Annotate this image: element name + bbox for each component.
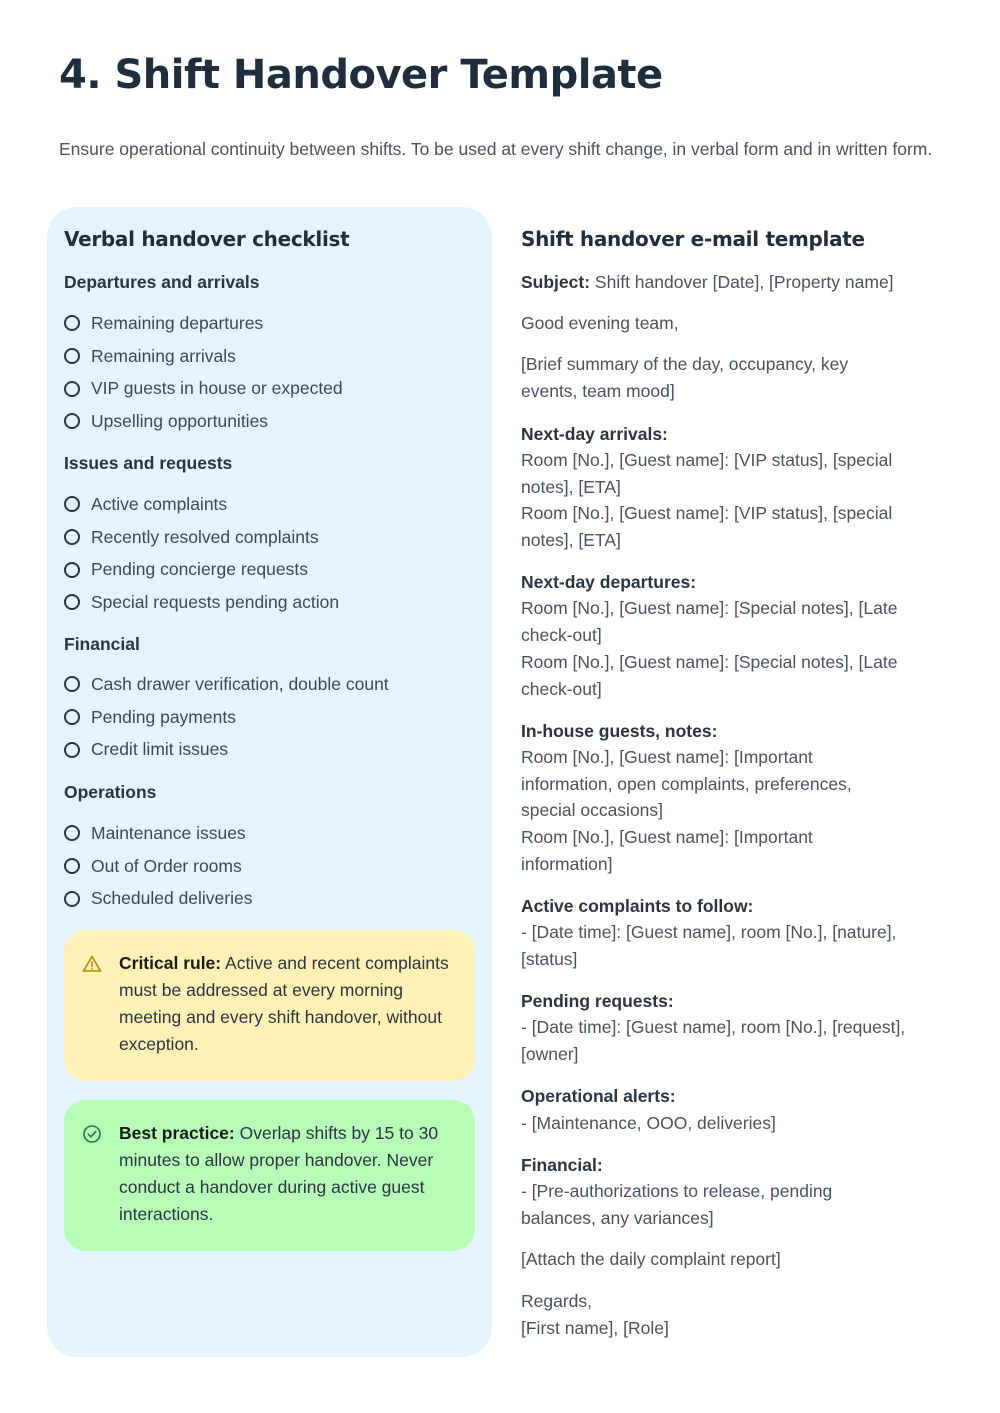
warning-icon xyxy=(82,954,102,974)
email-complaints-1: - [Date time]: [Guest name], room [No.], [nature], [status] xyxy=(521,922,897,969)
list-item[interactable]: Pending concierge requests xyxy=(64,553,339,586)
email-summary: [Brief summary of the day, occupancy, key events, team mood] xyxy=(521,354,849,401)
checkbox-circle-icon[interactable] xyxy=(64,315,80,331)
email-requests-1: - [Date time]: [Guest name], room [No.], [request], [owner] xyxy=(521,1017,906,1064)
email-inhouse-2: Room [No.], [Guest name]: [Important information] xyxy=(521,827,813,874)
checklist-title: Verbal handover checklist xyxy=(64,227,350,251)
checklist-issues-requests xyxy=(64,488,339,619)
best-practice-label: Best practice: xyxy=(119,1123,235,1143)
email-complaints-label: Active complaints to follow: xyxy=(521,896,754,916)
checkbox-circle-icon[interactable] xyxy=(64,529,80,545)
list-item[interactable]: Pending payments xyxy=(64,701,389,734)
checkbox-circle-icon[interactable] xyxy=(64,825,80,841)
checkbox-circle-icon[interactable] xyxy=(64,562,80,578)
email-departures-label: Next-day departures: xyxy=(521,572,697,592)
list-item[interactable]: Active complaints xyxy=(64,488,339,521)
email-departures-2: Room [No.], [Guest name]: [Special notes], [Late check-out] xyxy=(521,652,898,699)
checkbox-circle-icon[interactable] xyxy=(64,709,80,725)
list-item[interactable]: Scheduled deliveries xyxy=(64,882,253,915)
email-greeting: Good evening team, xyxy=(521,313,679,333)
email-inhouse-label: In-house guests, notes: xyxy=(521,721,718,741)
email-arrivals-1: Room [No.], [Guest name]: [VIP status], [special notes], [ETA] xyxy=(521,450,893,497)
checkbox-circle-icon[interactable] xyxy=(64,348,80,364)
checkbox-circle-icon[interactable] xyxy=(64,742,80,758)
best-practice-callout xyxy=(64,1100,475,1251)
checkbox-circle-icon[interactable] xyxy=(64,858,80,874)
section-heading-issues-requests: Issues and requests xyxy=(64,453,233,473)
list-item[interactable]: Remaining arrivals xyxy=(64,340,343,373)
list-item[interactable]: VIP guests in house or expected xyxy=(64,372,343,405)
list-item[interactable]: Out of Order rooms xyxy=(64,850,253,883)
email-arrivals-2: Room [No.], [Guest name]: [VIP status], [special notes], [ETA] xyxy=(521,503,893,550)
list-item[interactable]: Cash drawer verification, double count xyxy=(64,668,389,701)
email-inhouse-1: Room [No.], [Guest name]: [Important information, open complaints, preferences, special occasions] xyxy=(521,747,852,821)
email-signature: [First name], [Role] xyxy=(521,1318,669,1338)
intro-text: Ensure operational continuity between shifts. To be used at every shift change, in verbal form and in written form. xyxy=(59,139,933,159)
section-heading-departures-arrivals: Departures and arrivals xyxy=(64,272,260,292)
email-alerts-label: Operational alerts: xyxy=(521,1086,676,1106)
check-circle-icon xyxy=(82,1124,102,1144)
email-subject: Subject: Shift handover [Date], [Property name] xyxy=(521,272,894,292)
list-item[interactable]: Upselling opportunities xyxy=(64,405,343,438)
checklist-departures-arrivals xyxy=(64,307,343,438)
checkbox-circle-icon[interactable] xyxy=(64,381,80,397)
email-arrivals-label: Next-day arrivals: xyxy=(521,424,668,444)
list-item[interactable]: Credit limit issues xyxy=(64,733,389,766)
email-financial-label: Financial: xyxy=(521,1155,603,1175)
list-item[interactable]: Remaining departures xyxy=(64,307,343,340)
email-regards: Regards, xyxy=(521,1291,593,1311)
email-financial-1: - [Pre-authorizations to release, pending balances, any variances] xyxy=(521,1181,833,1228)
checkbox-circle-icon[interactable] xyxy=(64,496,80,512)
checkbox-circle-icon[interactable] xyxy=(64,594,80,610)
critical-rule-callout xyxy=(64,930,475,1081)
page-title: 4. Shift Handover Template xyxy=(59,52,663,98)
checkbox-circle-icon[interactable] xyxy=(64,676,80,692)
section-heading-operations: Operations xyxy=(64,782,157,802)
list-item[interactable]: Maintenance issues xyxy=(64,817,253,850)
email-template-title: Shift handover e-mail template xyxy=(521,227,865,251)
checklist-operations xyxy=(64,817,253,915)
checkbox-circle-icon[interactable] xyxy=(64,891,80,907)
list-item[interactable]: Special requests pending action xyxy=(64,586,339,619)
best-practice-text: Overlap shifts by 15 to 30 minutes to allow proper handover. Never conduct a handover during active guest interactions. xyxy=(119,1123,439,1224)
list-item[interactable]: Recently resolved complaints xyxy=(64,521,339,554)
email-requests-label: Pending requests: xyxy=(521,991,674,1011)
critical-rule-text: Active and recent complaints must be addressed at every morning meeting and every shift handover, without exception. xyxy=(119,953,449,1054)
critical-rule-label: Critical rule: xyxy=(119,953,222,973)
email-alerts-1: - [Maintenance, OOO, deliveries] xyxy=(521,1113,776,1133)
section-heading-financial: Financial xyxy=(64,634,140,654)
checklist-financial xyxy=(64,668,389,766)
email-departures-1: Room [No.], [Guest name]: [Special notes], [Late check-out] xyxy=(521,598,898,645)
email-attach-note: [Attach the daily complaint report] xyxy=(521,1249,781,1269)
checkbox-circle-icon[interactable] xyxy=(64,413,80,429)
